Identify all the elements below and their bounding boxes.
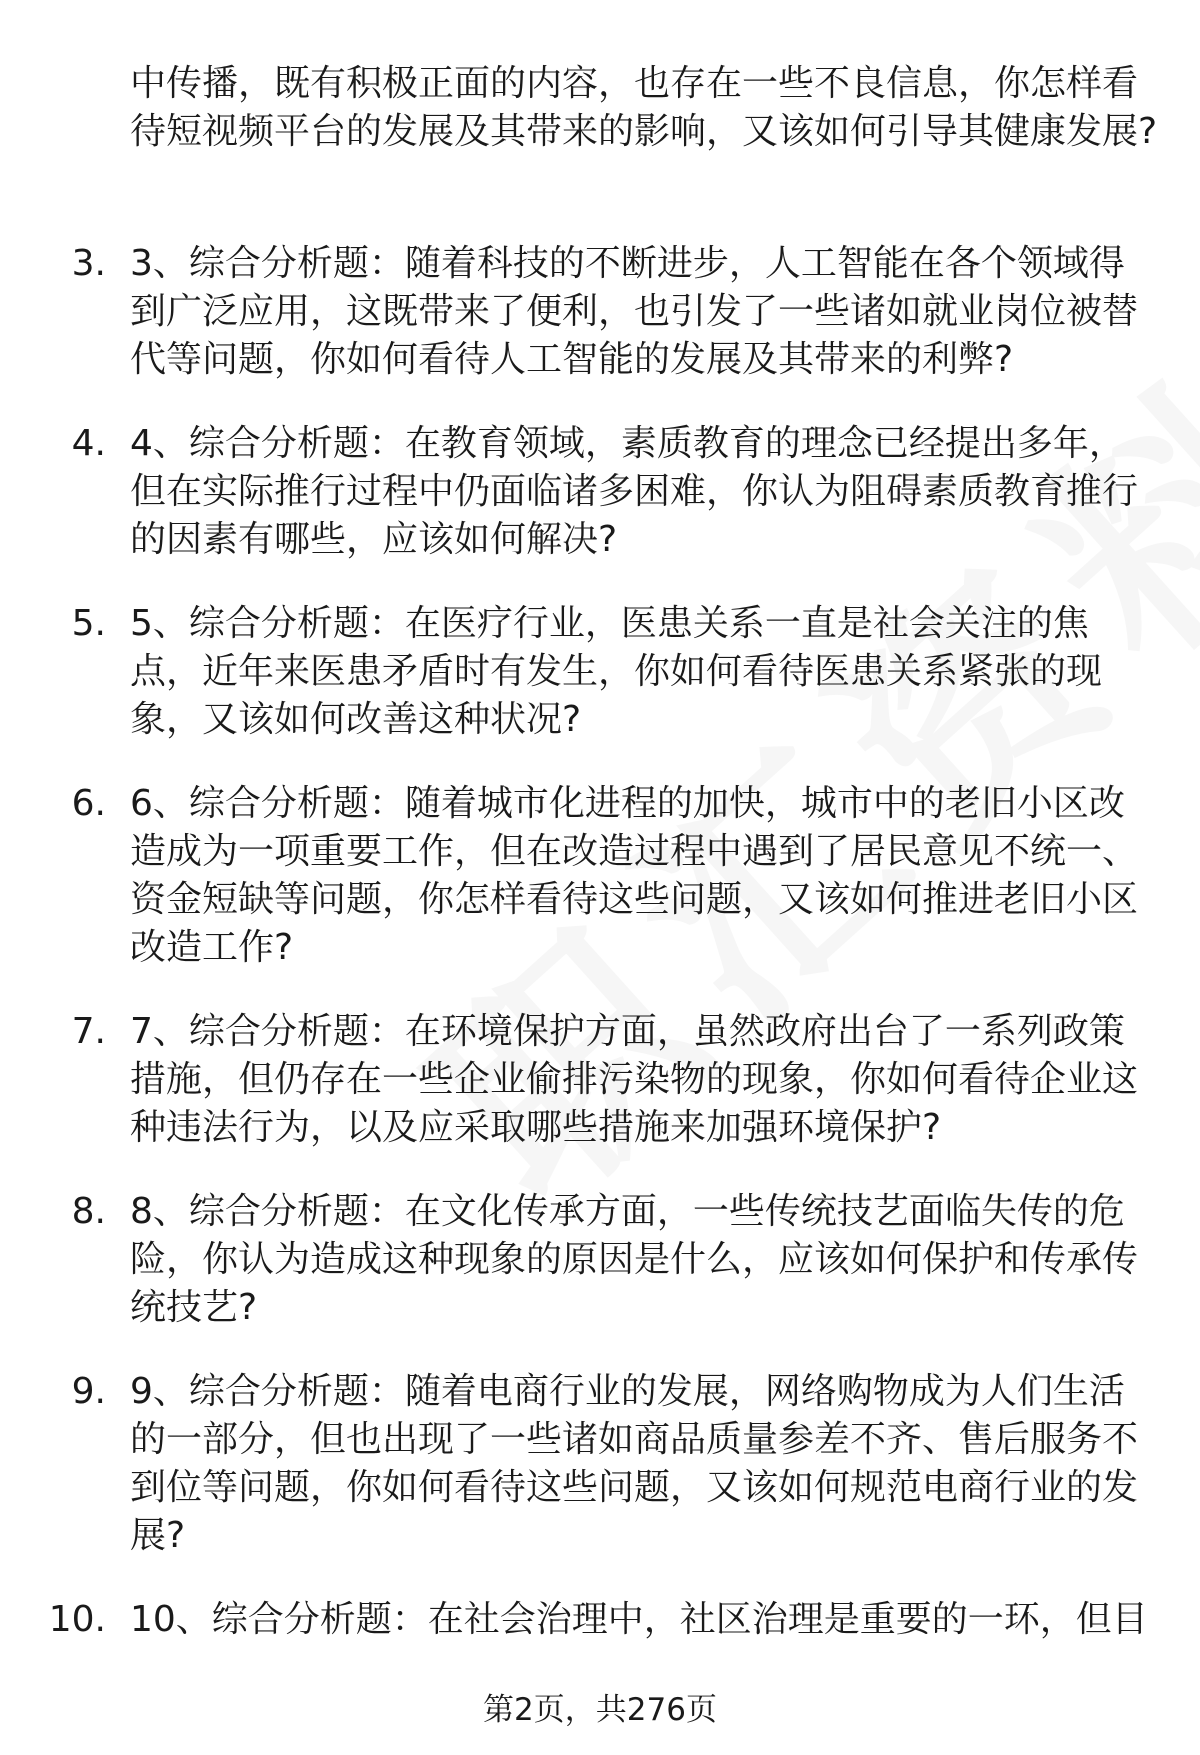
- list-item: [0, 1188, 1200, 1332]
- list-item: [0, 1368, 1200, 1560]
- list-item: [0, 1596, 1200, 1644]
- list-number: 3.: [71, 243, 106, 284]
- question-text: 5、综合分析题：在医疗行业，医患关系一直是社会关注的焦点，近年来医患矛盾时有发生，你如何看待医患关系紧张的现象，又该如何改善这种状况?: [130, 603, 1103, 740]
- continued-paragraph: 中传播，既有积极正面的内容，也存在一些不良信息，你怎样看待短视频平台的发展及其带来的影响，又该如何引导其健康发展?: [130, 63, 1158, 152]
- question-text: 6、综合分析题：随着城市化进程的加快，城市中的老旧小区改造成为一项重要工作，但在改造过程中遇到了居民意见不统一、资金短缺等问题，你怎样看待这些问题，又该如何推进老旧小区改造工作?: [130, 783, 1139, 968]
- list-number: 8.: [71, 1191, 106, 1232]
- page-footer: 第2页，共276页: [483, 1692, 717, 1728]
- question-list: [0, 240, 1200, 1680]
- list-number: 6.: [71, 783, 106, 824]
- question-text: 7、综合分析题：在环境保护方面，虽然政府出台了一系列政策措施，但仍存在一些企业偷排污染物的现象，你如何看待企业这种违法行为，以及应采取哪些措施来加强环境保护?: [130, 1011, 1139, 1148]
- list-number: 10.: [48, 1599, 106, 1640]
- list-number: 5.: [71, 603, 106, 644]
- list-item: [0, 240, 1200, 384]
- question-text: 4、综合分析题：在教育领域，素质教育的理念已经提出多年，但在实际推行过程中仍面临诸多困难，你认为阻碍素质教育推行的因素有哪些，应该如何解决?: [130, 423, 1139, 560]
- question-text: 3、综合分析题：随着科技的不断进步，人工智能在各个领域得到广泛应用，这既带来了便利，也引发了一些诸如就业岗位被替代等问题，你如何看待人工智能的发展及其带来的利弊?: [130, 243, 1139, 380]
- list-item: [0, 420, 1200, 564]
- list-number: 9.: [71, 1371, 106, 1412]
- question-text: 8、综合分析题：在文化传承方面，一些传统技艺面临失传的危险，你认为造成这种现象的原因是什么，应该如何保护和传承传统技艺?: [130, 1191, 1139, 1328]
- list-item: [0, 1008, 1200, 1152]
- list-item: [0, 780, 1200, 972]
- question-text: 9、综合分析题：随着电商行业的发展，网络购物成为人们生活的一部分，但也出现了一些诸如商品质量参差不齐、售后服务不到位等问题，你如何看待这些问题，又该如何规范电商行业的发展?: [130, 1371, 1139, 1556]
- list-item: [0, 600, 1200, 744]
- list-number: 4.: [71, 423, 106, 464]
- list-number: 7.: [71, 1011, 106, 1052]
- question-text: 10、综合分析题：在社会治理中，社区治理是重要的一环，但目: [130, 1599, 1148, 1640]
